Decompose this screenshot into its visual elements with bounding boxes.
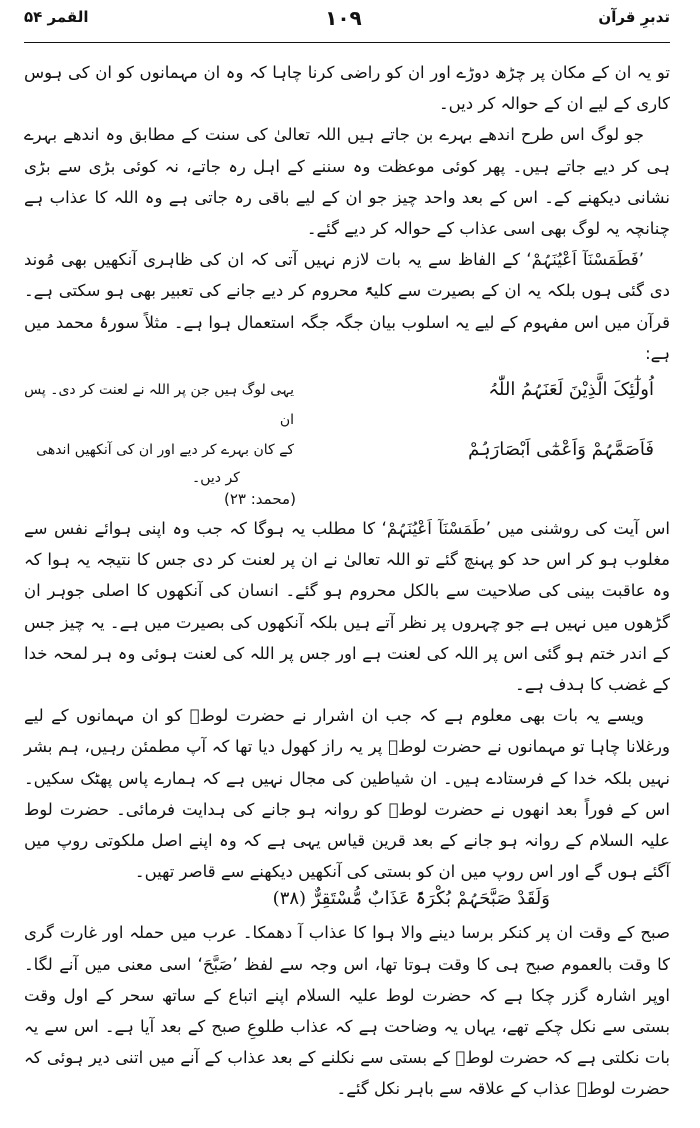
header-rule: [24, 42, 670, 43]
verse-block: [24, 375, 670, 511]
page-body: [24, 57, 670, 1105]
paragraph: جو لوگ اس طرح اندھے بہرے بن جاتے ہیں اللہ تعالیٰ کی سنت کے مطابق وہ اندھے بہرے ہی کر دیے جاتے ہیں۔ پھر کوئی موعظت وہ سننے کے اہل رہ جاتے، نہ کوئی بڑی سے بڑی نشانی دیکھنے کے۔ اس کے بعد واحد چیز جو ان کے لیے باقی رہ جاتی ہے وہ اللہ کا عذاب ہے چنانچہ یہ لوگ بھی اسی عذاب کے حوالہ کر دیے گئے۔: [24, 125, 670, 239]
verse-translation: کر دیں۔: [192, 470, 240, 487]
verse-arabic: فَاَصَمَّہُمْ وَاَعْمٰٓی اَبْصَارَہُمْ: [468, 439, 654, 461]
paragraph: تو یہ ان کے مکان پر چڑھ دوڑے اور ان کو راضی کرنا چاہا کہ وہ ان مہمانوں کو ان کی ہوس کاری کے لیے ان کے حوالہ کر دیں۔: [24, 63, 670, 114]
verse-row: [24, 375, 670, 435]
page-header: [24, 8, 670, 42]
verse-row: [24, 435, 670, 465]
verse-translation: یہی لوگ ہیں جن پر اللہ نے لعنت کر دی۔ پس ان: [24, 382, 294, 429]
verse-reference: (محمد: ۲۳): [224, 490, 296, 509]
paragraph: ’فَطَمَسْنَآ اَعْیُنَہُمْ‘ کے الفاظ سے یہ بات لازم نہیں آتی کہ ان کی ظاہری آنکھیں بھی مُوند دی گئی ہوں بلکہ یہ ان کے بصیرت سے کلیۃً محروم کر دیے جانے کی تعبیر بھی ہو سکتی ہے۔ قرآن میں اس مفہوم کے لیے یہ اسلوب بیان جگہ جگہ استعمال ہوا ہے۔ مثلاً سورۂ محمد میں ہے:: [24, 250, 670, 363]
paragraph: اس آیت کی روشنی میں ’طَمَسْنَآ اَعْیُنَہُمْ‘ کا مطلب یہ ہوگا کہ جب وہ اپنی ہوائے نفس سے مغلوب ہو کر اس حد کو پہنچ گئے تو اللہ تعالیٰ نے ان پر لعنت کر دی جس کا نتیجہ یہ ہوا کہ وہ عاقبت بینی کی صلاحیت سے بالکل محروم ہو گئے۔ انسان کی آنکھوں کا اصلی جوہر ان گڑھوں میں نہیں ہے جو چہروں پر نظر آتے ہیں بلکہ آنکھوں کی بصیرت میں ہے۔ یہ چیز جس کے اندر ختم ہو گئی اس پر اللہ کی لعنت ہے اور جس پر اللہ کی لعنت ہوئی وہ ہر لمحہ خدا کے غضب کا ہدف ہے۔: [24, 519, 670, 695]
quranic-quote: وَلَقَدْ صَبَّحَہُمْ بُکْرَۃً عَذَابٌ مُّسْتَقِرٌّ (۳۸): [272, 888, 550, 910]
paragraph: ویسے یہ بات بھی معلوم ہے کہ جب ان اشرار نے حضرت لوطؑ کو ان مہمانوں کے لیے ورغلانا چاہا تو مہمانوں نے حضرت لوطؑ پر یہ راز کھول دیا تھا کہ آپ مطمئن رہیں، ہم بشر نہیں بلکہ خدا کے فرستادے ہیں۔ ان شیاطین کی مجال نہیں ہے کہ ہمارے پاس پھٹک سکیں۔ اس کے فوراً بعد انھوں نے حضرت لوطؑ کو روانہ ہو جانے کی ہدایت فرمائی۔ حضرت لوط علیہ السلام کے روانہ ہو جانے کے بعد قرین قیاس یہی ہے کہ وہ اپنے اصل ملکوتی روپ میں آگئے ہوں گے اور اس روپ میں ان کو بستی کی آنکھیں دیکھنے سے قاصر تھیں۔: [24, 706, 670, 882]
page-number: ۱۰۹: [325, 6, 362, 30]
surah-label: القمر ۵۴: [24, 8, 89, 26]
verse-translation: کے کان بہرے کر دیے اور ان کی آنکھیں اندھی: [36, 442, 294, 459]
paragraph: صبح کے وقت ان پر کنکر برسا دینے والا ہوا کا عذاب آ دھمکا۔ عرب میں حملہ اور غارت گری کا وقت بالعموم صبح ہی کا وقت ہوتا تھا، اس وجہ سے لفظ ’صَبَّحَ‘ اسی معنی میں آنے لگا۔ اوپر اشارہ گزر چکا ہے کہ حضرت لوط علیہ السلام اپنے اتباع کے ساتھ سحر کے اول وقت بستی سے نکل چکے تھے، یہاں یہ وضاحت ہے کہ عذاب طلوعِ صبح کے بعد آیا ہے۔ اس سے یہ بات نکلتی ہے کہ حضرت لوطؑ کے بستی سے نکلنے کے بعد عذاب کے آنے میں اتنی دیر ہوئی کہ حضرت لوطؑ عذاب کے علاقہ سے باہر نکل گئے۔: [24, 923, 670, 1099]
verse-arabic: اُولٰٓئِکَ الَّذِیْنَ لَعَنَہُمُ اللّٰہُ: [488, 379, 654, 401]
book-title: تدبرِ قرآن: [598, 8, 670, 26]
